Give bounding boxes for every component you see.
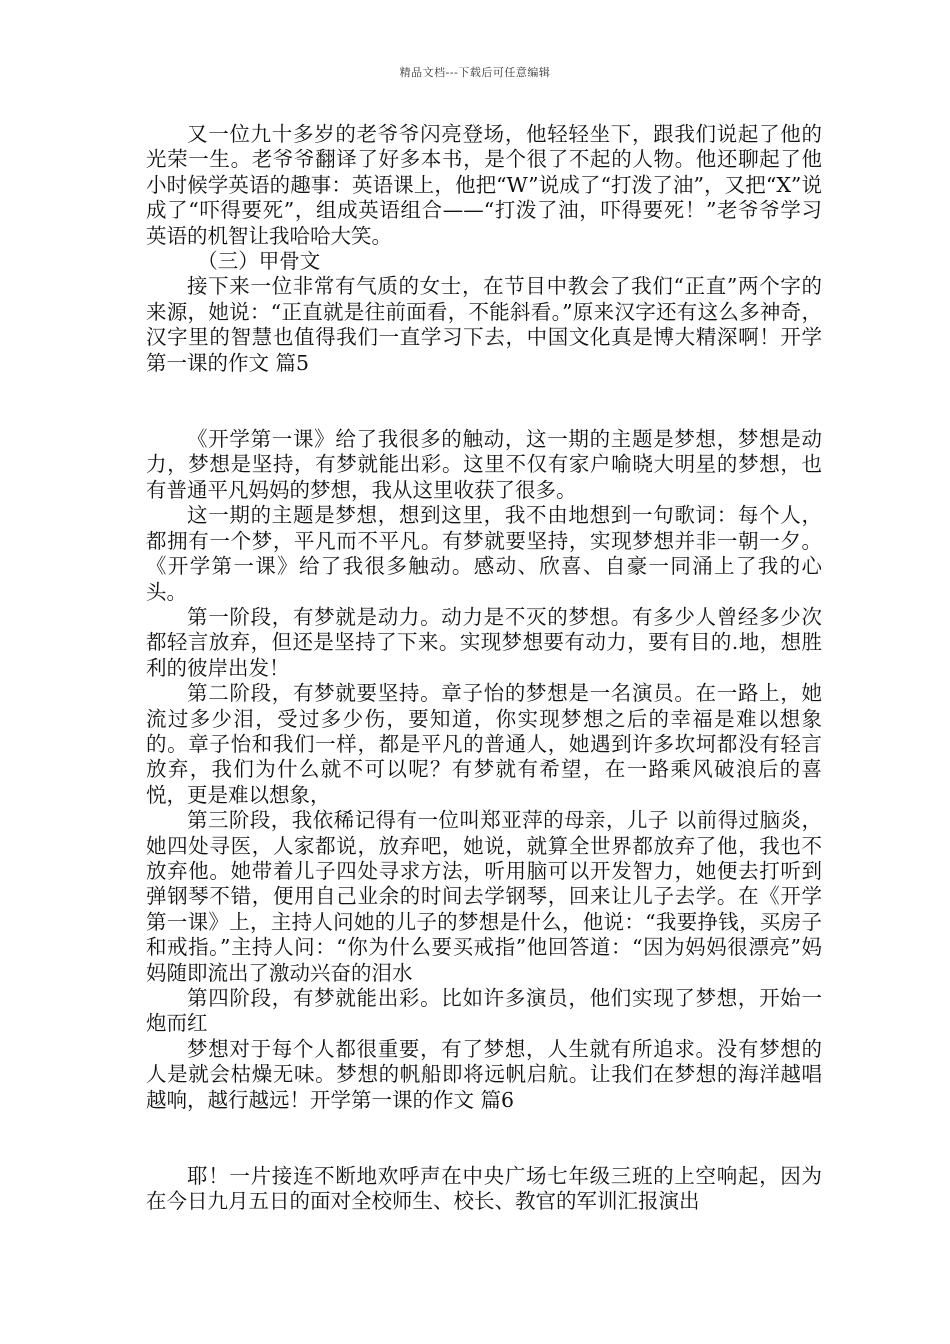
paragraph-stage-three: 第三阶段，我依稀记得有一位叫郑亚萍的母亲，儿子 以前得过脑炎，她四处寻医，人家都说，放弃吧，她说，就算全世界都放弃了他，我也不放弃他。她带着儿子四处寻求方法，听用脑可以开发智力，她便去打听到弹钢琴不错，便用自己业余的时间去学钢琴，回来让儿子去学。在《开学第一课》上，主持人问她的儿子的梦想是什么，他说：“我要挣钱，买房子和戒指。”主持人问：“你为什么要买戒指”他回答道：“因为妈妈很漂亮”妈妈随即流出了激动兴奋的泪水 xyxy=(146,808,822,985)
document-body xyxy=(146,122,822,1215)
page-header: 精品文档---下载后可任意编辑 xyxy=(399,66,551,79)
paragraph-dream-conclusion: 梦想对于每个人都很重要，有了梦想，人生就有所追求。没有梦想的人是就会枯燥无味。梦想的帆船即将远帆启航。让我们在梦想的海洋越唱越响，越行越远！开学第一课的作文 篇6 xyxy=(146,1036,822,1112)
paragraph-stage-four: 第四阶段，有梦就能出彩。比如许多演员，他们实现了梦想，开始一炮而红 xyxy=(146,986,822,1036)
paragraph-dream-intro: 《开学第一课》给了我很多的触动，这一期的主题是梦想，梦想是动力，梦想是坚持，有梦就能出彩。这里不仅有家户喻晓大明星的梦想，也有普通平凡妈妈的梦想，我从这里收获了很多。 xyxy=(146,427,822,502)
paragraph-military-training: 耶！一片接连不断地欢呼声在中央广场七年级三班的上空响起，因为在今日九月五日的面对全校师生、校长、教官的军训汇报演出 xyxy=(146,1164,822,1214)
paragraph-gap xyxy=(146,376,822,427)
paragraph-zhengzhi: 接下来一位非常有气质的女士，在节目中教会了我们“正直”两个字的来源，她说：“正直就是往前面看，不能斜看。”原来汉字还有这么多神奇，汉字里的智慧也值得我们一直学习下去，中国文化真是博大精深啊！开学第一课的作文 篇5 xyxy=(146,274,822,375)
section-heading-oracle-bone: （三）甲骨文 xyxy=(197,249,321,274)
paragraph-stage-two: 第二阶段，有梦就要坚持。章子怡的梦想是一名演员。在一路上，她流过多少泪，受过多少伤，要知道，你实现梦想之后的幸福是难以想象的。章子怡和我们一样，都是平凡的普通人，她遇到许多坎坷都没有轻言放弃，我们为什么就不可以呢？有梦就有希望，在一路乘风破浪后的喜悦，更是难以想象， xyxy=(146,681,822,807)
paragraph-stage-one: 第一阶段，有梦就是动力。动力是不灭的梦想。有多少人曾经多少次都轻言放弃，但还是坚持了下来。实现梦想要有动力，要有目的.地，想胜利的彼岸出发！ xyxy=(146,604,822,680)
paragraph-gap xyxy=(146,1113,822,1164)
paragraph-dream-theme: 这一期的主题是梦想，想到这里，我不由地想到一句歌词：每个人，都拥有一个梦，平凡而不平凡。有梦就要坚持，实现梦想并非一朝一夕。《开学第一课》给了我很多触动。感动、欣喜、自豪一同涌上了我的心头。 xyxy=(146,503,822,604)
paragraph-old-man-english: 又一位九十多岁的老爷爷闪亮登场，他轻轻坐下，跟我们说起了他的光荣一生。老爷爷翻译了好多本书，是个很了不起的人物。他还聊起了他小时候学英语的趣事：英语课上，他把“W”说成了“打泼了油”，又把“X”说成了“吓得要死”，组成英语组合——“打泼了油，吓得要死！”老爷爷学习英语的机智让我哈哈大笑。 xyxy=(146,122,822,248)
